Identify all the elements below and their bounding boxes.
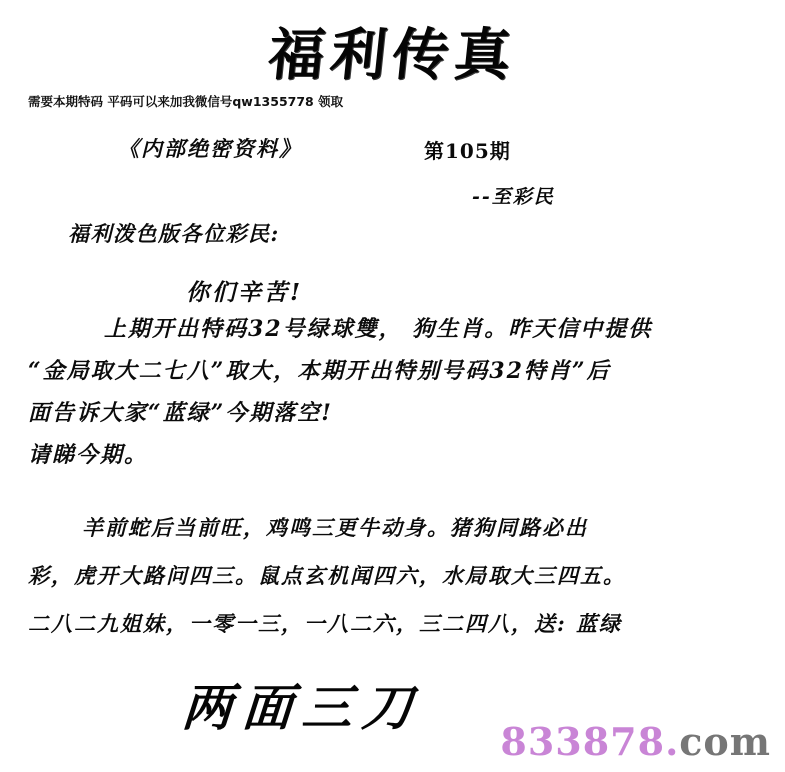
issue-number: 第105期 [424,139,511,163]
featured-phrase-text: 两面三刀 [180,678,425,737]
watermark-number: 833878. [500,719,680,764]
para1-line-4: 请睇今期。 [28,442,149,468]
para2-line-1: 羊前蛇后当前旺，鸡鸣三更牛动身。猪狗同路必出 [82,515,588,540]
addressee: --至彩民 [472,186,555,208]
watermark [500,719,771,764]
para2-line-2: 彩，虎开大路问四三。鼠点玄机闻四六，水局取大三四五。 [28,563,626,588]
subtitle-secret-material: 《内部绝密资料》 [118,136,302,161]
para1-line-2: “金局取大二七八”取大，本期开出特别号码32特肖”后 [28,358,611,384]
para1-line-3: 面告诉大家“蓝绿”今期落空! [28,400,333,426]
salute-line: 你们辛苦! [186,279,304,306]
para1-line-1: 上期开出特码32号绿球雙， 狗生肖。昨天信中提供 [104,316,653,342]
para2-line-3: 二八二九姐妹，一零一三，一八二六，三二四八，送: 蓝绿 [28,611,623,636]
page-title: 福利传真 [265,22,521,88]
subtitle-row [0,133,785,165]
greeting-line: 福利泼色版各位彩民: [68,221,280,246]
watermark-domain: com [679,719,771,764]
contact-note: 需要本期特码 平码可以来加我微信号qw1355778 领取 [28,94,344,109]
